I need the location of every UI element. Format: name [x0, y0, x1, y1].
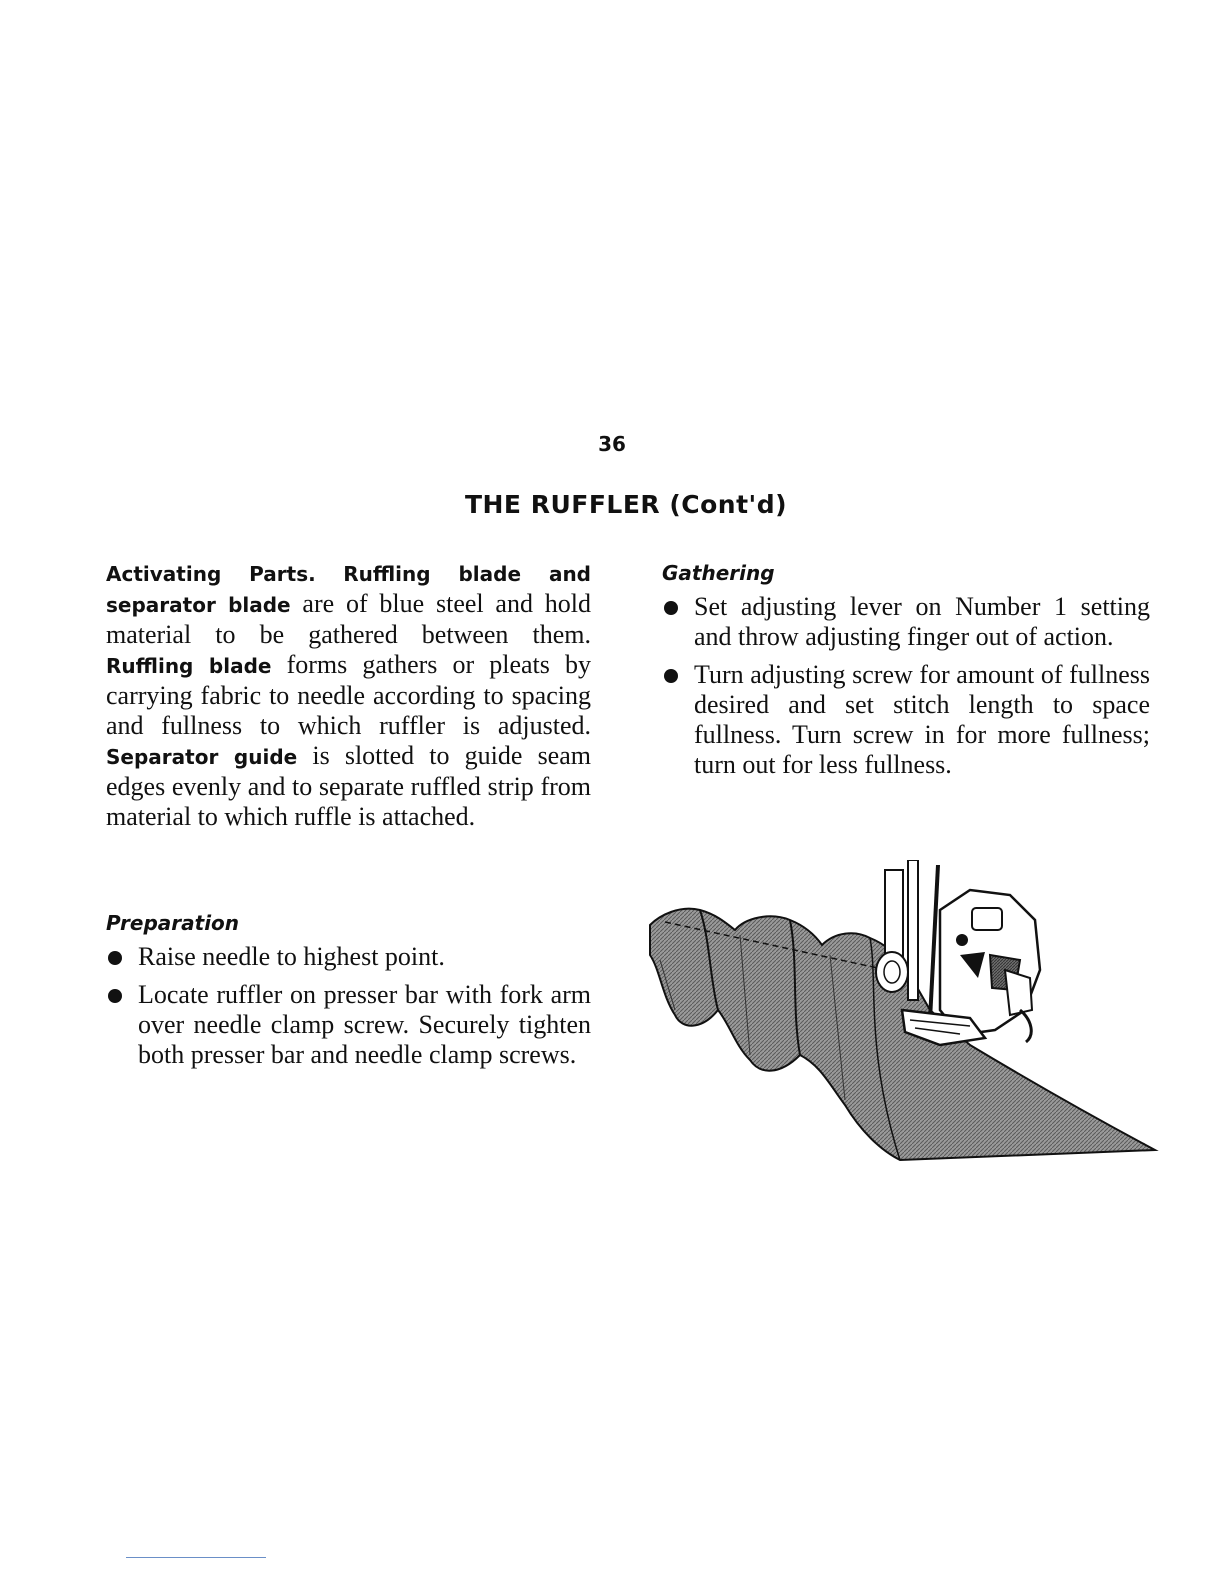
page-number: 36 [598, 432, 626, 456]
list-item: Locate ruffler on presser bar with fork arm over needle clamp screw. Securely tighten both presser bar and needle clamp screws. [106, 980, 591, 1070]
list-item: Set adjusting lever on Number 1 setting and throw adjusting finger out of action. [662, 592, 1150, 652]
footer-rule [126, 1557, 266, 1558]
activating-text-3: is slotted to guide seam edges evenly and to separate ruffled strip from material to which ruffle is attached. [106, 741, 591, 831]
preparation-heading: Preparation [106, 911, 240, 935]
activating-parts-paragraph [106, 558, 591, 832]
activating-parts-lead: Activating Parts. [106, 562, 316, 586]
activating-text-1: are of blue steel and hold material to be gathered between them. [106, 589, 591, 649]
list-item: Turn adjusting screw for amount of fullness desired and set stitch length to space fullness. Turn screw in for more fullness; turn out for less fullness. [662, 660, 1150, 780]
right-column [662, 558, 1150, 788]
page-title: THE RUFFLER (Cont'd) [464, 490, 788, 519]
list-item: Raise needle to highest point. [106, 942, 591, 972]
adjusting-screw [876, 952, 908, 992]
left-column [106, 558, 591, 1078]
gathering-list [662, 592, 1150, 780]
ruffling-blade-term: Ruffling blade [106, 654, 272, 678]
preparation-list [106, 942, 591, 1070]
activating-text-2: forms gathers or pleats by carrying fabric to needle according to spacing and fullness to which ruffler is adjusted. [106, 650, 591, 740]
separator-guide-term: Separator guide [106, 745, 298, 769]
gathering-heading: Gathering [662, 561, 775, 585]
ruffler-illustration [640, 860, 1160, 1170]
ruffling-separator-blade-term: Ruffling blade and separator blade [106, 562, 591, 617]
